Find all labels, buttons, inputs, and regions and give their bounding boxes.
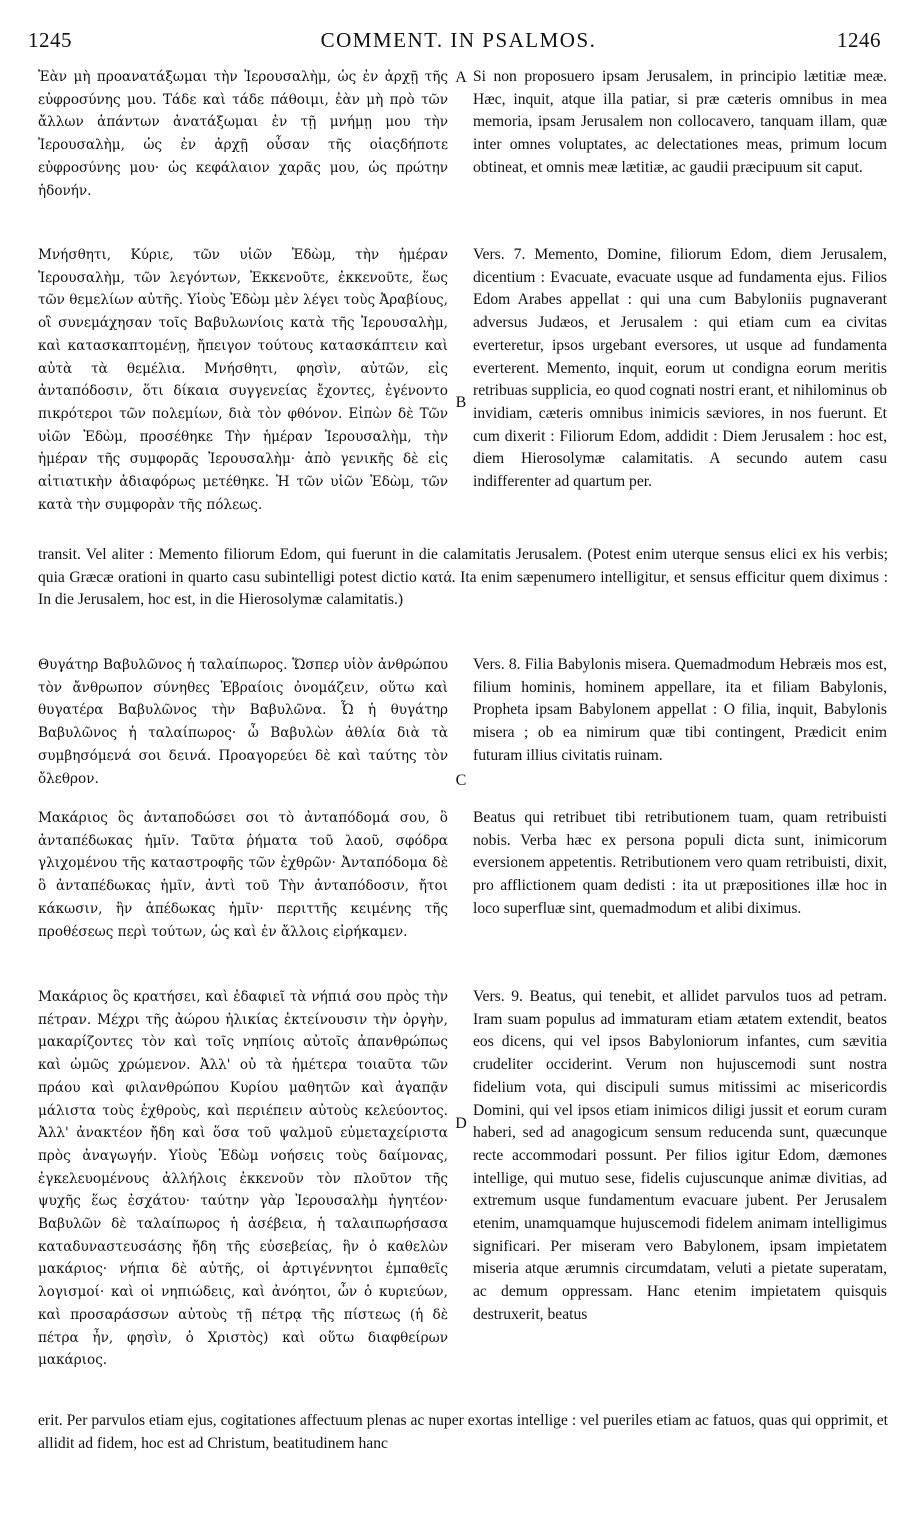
- greek-paragraph-4: Μακάριος ὃς ἀνταποδώσει σοι τὸ ἀνταπόδομά σου, ὃ ἀνταπέδωκας ἡμῖν. Ταῦτα ῥήματα τοῦ λαοῦ, σφόδρα γλιχομένου τῆς καταστροφῆς τῶν ἐχθρῶν· Ἀνταπόδομα δὲ ὃ ἀνταπέδωκας ἡμῖν, ἀντὶ τοῦ Τὴν ἀνταπόδοσιν, ἤτοι κάκωσιν, ἣν ἀπέδωκας ἡμῖν· περιττῆς κειμένης τῆς προθέσεως περὶ τούτων, ὡς καὶ ἐν ἄλλοις εἰρήκαμεν.: [38, 810, 448, 940]
- latin-paragraph-3: Vers. 8. Filia Babylonis misera. Quemadmodum Hebræis mos est, filium hominis, hominem appellare, ita et filiam Babylonis, Propheta ipsam Babylonem appellat : O filia, inquit, Babylonis misera ; ob ea nimirum quæ tibi contingent, Prædicit enim futuram illius civitatis ruinam.: [473, 656, 887, 764]
- fullwidth-paragraph-2: erit. Per parvulos etiam ejus, cogitationes affectuum plenas ac nuper exortas intellige : vel pueriles etiam ac fatuos, quas qui opprimit, et allidit ad fidem, hoc est ad Christum, beatitudinem hanc: [38, 1412, 888, 1452]
- latin-paragraph-4: Beatus qui retribuet tibi retributionem tuam, quam retribuisti nobis. Verba hæc ex persona populi dicta sunt, inimicorum eversionem appetentis. Retributionem vero quam retribuisti, dixit, pro afflictionem quam dedisti : ita ut præpositiones illæ hoc in loco superfluæ sint, quemadmodum et alibi diximus.: [473, 809, 887, 917]
- margin-letter-d: D: [455, 1115, 467, 1132]
- greek-paragraph-5: Μακάριος ὃς κρατήσει, καὶ ἐδαφιεῖ τὰ νήπιά σου πρὸς τὴν πέτραν. Μέχρι τῆς ἀώρου ἡλικίας ἐκτείνουσιν τὴν ὀργὴν, μακαρίζοντες τὸν καὶ τοῖς νηπίοις αὐτοῖς ἀπανθρώπως καὶ ὠμῶς χρώμενον. Ἀλλ' οὐ τὰ ἡμέτερα τοιαῦτα τῶν πράου καὶ φιλανθρώπου Κυρίου μαθητῶν καὶ ἀγαπᾷν μάλιστα τοὺς ἐχθροὺς, καὶ περιέπειν αὐτοὺς κελεύοντος. Ἀλλ' ἀνακτέον ἤδη καὶ ὅσα τοῦ ψαλμοῦ εὐμεταχείριστα πρὸς ἀναγωγήν. Υἱοὺς Ἐδὼμ νοήσεις τοὺς δαίμονας, ἐγκελευομένους ἀλλήλοις ἐκκενοῦν τὸν πλοῦτον τῆς ψυχῆς ἕως ἐσχάτου· ταύτην γὰρ Ἰερουσαλὴμ ἡγητέον· Βαβυλῶν δὲ ταλαίπωρος ἡ ἀσέβεια, ἡ ταλαιπωρήσασα καταδυναστευσάσης ἤδη τῆς εὐσεβείας, ἣν ὁ καθελὼν μακάριος· νήπια δὲ αὐτῆς, οἱ ἀρτιγέννητοι ἐμπαθεῖς λογισμοί· καὶ οἱ νηπιώδεις, καὶ ἀνόητοι, ὧν ὁ κυριεύων, καὶ προσαράσσων αὐτοὺς τῇ πέτρᾳ τῆς πίστεως (ἡ δὲ πέτρα ἦν, φησὶν, ὁ Χριστὸς) καὶ οὕτω διαφθείρων μακάριος.: [38, 989, 448, 1369]
- left-page-number: 1245: [28, 28, 72, 52]
- margin-letter-b: B: [455, 394, 467, 411]
- latin-paragraph-2: Vers. 7. Memento, Domine, filiorum Edom, diem Jerusalem, dicentium : Evacuate, evacuate usque ad fundamenta ejus. Filios Edom Arabes appellat : qui una cum Babyloniis pugnaverant adversus Judæos, et Jerusalem : qui etiam cum ea civitas everteretur, ipsos urgebant eversores, ut usque ad fundamenta everterent. Memento, inquit, eorum ut condigna eorum meritis retribuas supplicia, eo quod cognati nostri erant, et nihilominus ob invidiam, cæteris omnibus inimicis sæviores, in nos fuerunt. Et cum dixerit : Filiorum Edom, addidit : Diem Jerusalem : hoc est, diem Hierosolymæ calamitatis. A secundo autem casu indifferenter ad quartum per.: [473, 246, 887, 491]
- greek-paragraph-2: Μνήσθητι, Κύριε, τῶν υἱῶν Ἐδὼμ, τὴν ἡμέραν Ἰερουσαλὴμ, τῶν λεγόντων, Ἐκκενοῦτε, ἐκκενοῦτε, ἕως τῶν θεμελίων αὐτῆς. Υἱοὺς Ἐδὼμ μὲν λέγει τοὺς Ἀραβίους, οἳ συνεμάχησαν τοῖς Βαβυλωνίοις κατὰ τῆς Ἰερουσαλὴμ, καὶ κατασκαπτομένῃ, ἤπειγον τούτους κατασκάπτειν καὶ αὐτὰ τὰ θεμέλια. Μνήσθητι, φησὶν, αὐτῶν, εἰς ἀνταπόδοσιν, ὅτι δίκαια συγγενείας ἔχοντες, ἐγένοντο πικρότεροι τῶν πολεμίων, διὰ τὸν φθόνον. Εἰπὼν δὲ Τῶν υἱῶν Ἐδὼμ, προσέθηκε Τὴν ἡμέραν Ἰερουσαλὴμ, τὴν ἡμέραν τῆς συμφορᾶς Ἰερουσαλὴμ· ἀπὸ γενικῆς δὲ εἰς αἰτιατικὴν ἀδιαφόρως μετέθηκε. Ἡ τῶν υἱῶν Ἐδὼμ, τῶν κατὰ τὴν συμφορὰν τῆς πόλεως.: [38, 247, 448, 513]
- margin-letter-a: A: [455, 69, 467, 86]
- latin-paragraph-5: Vers. 9. Beatus, qui tenebit, et allidet parvulos tuos ad petram. Iram suam populus ad immaturam etiam ætatem extendit, beatos eos dicens, qui vel ipsos Babyloniorum infantes, cum sævitia crudeliter occiderint. Verum non hujuscemodi sunt nostra fidelium vota, qui discipuli sumus mitissimi ac misericordis Domini, qui vel ipsos etiam inimicos diligi jussit et eorum curam haberi, sed ad anagogicum sensum reducenda sunt, quæcunque recte accommodari possunt. Per filios igitur Edom, dæmones intellige, qui mutuo sese, fidelis cujuscunque animæ divitias, ad extremum usque fundamentum evacuare jubent. Per Jerusalem etenim, unamquamque hujuscemodi fidelem animam intelligimus significari. Per miseram vero Babylonem, ipsam impietatem miseria atque ærumnis circumdatam, veluti a pietate superatam, ac demum oppressam. Hanc etenim impietatem quisquis destruxerit, beatus: [473, 988, 887, 1323]
- greek-paragraph-1: Ἐὰν μὴ προανατάξωμαι τὴν Ἰερουσαλὴμ, ὡς ἐν ἀρχῇ τῆς εὐφροσύνης μου. Τάδε καὶ τάδε πάθοιμι, ἐὰν μὴ πρὸ τῶν ἄλλων ἁπάντων ἀνατάξωμαι ἐν τῇ μνήμῃ μου τὴν Ἰερουσαλὴμ, ὡς ἐν ἀρχῇ οὖσαν τῆς οἱαςδήποτε εὐφροσύνης μου· ὡς κεφάλαιον χαρᾶς μου, ὡς πρώτην ἡδονήν.: [38, 69, 448, 199]
- greek-paragraph-3: Θυγάτηρ Βαβυλῶνος ἡ ταλαίπωρος. Ὥσπερ υἱὸν ἀνθρώπου τὸν ἄνθρωπον σύνηθες Ἑβραίοις ὀνομάζειν, οὕτω καὶ θυγατέρα Βαβυλῶνος τὴν Βαβυλῶνα. Ὦ ἡ θυγάτηρ Βαβυλῶνος ἡ ταλαίπωρος· ὦ Βαβυλὼν ἀθλία διὰ τὰ συμβησόμενά σοι δεινά. Προαγορεύει δὲ καὶ ταύτης τὸν ὄλεθρον.: [38, 657, 448, 787]
- right-page-number: 1246: [837, 28, 881, 52]
- running-title: COMMENT. IN PSALMOS.: [320, 28, 597, 52]
- margin-letter-c: C: [455, 772, 467, 789]
- fullwidth-paragraph-1: transit. Vel aliter : Memento filiorum Edom, qui fuerunt in die calamitatis Jerusalem. (Potest enim uterque sensus elici ex his verbis; quia Græcæ orationi in quarto casu subintelligi potest dictio κατά. Ita enim sæpenumero intelligitur, et sensus efficitur quem diximus : In die Jerusalem, hoc est, in die Hierosolymæ calamitatis.): [38, 546, 888, 609]
- latin-paragraph-1: Si non proposuero ipsam Jerusalem, in principio lætitiæ meæ. Hæc, inquit, atque illa patiar, si præ cæteris omnibus in mea memoria, ipsam Jerusalem non collocavero, tanquam illam, quæ inter omnes voluptates, ac delectationes meas, primum locum obtineat, et omnis meæ lætitiæ, ac gaudii præcipuum sit caput.: [473, 68, 887, 176]
